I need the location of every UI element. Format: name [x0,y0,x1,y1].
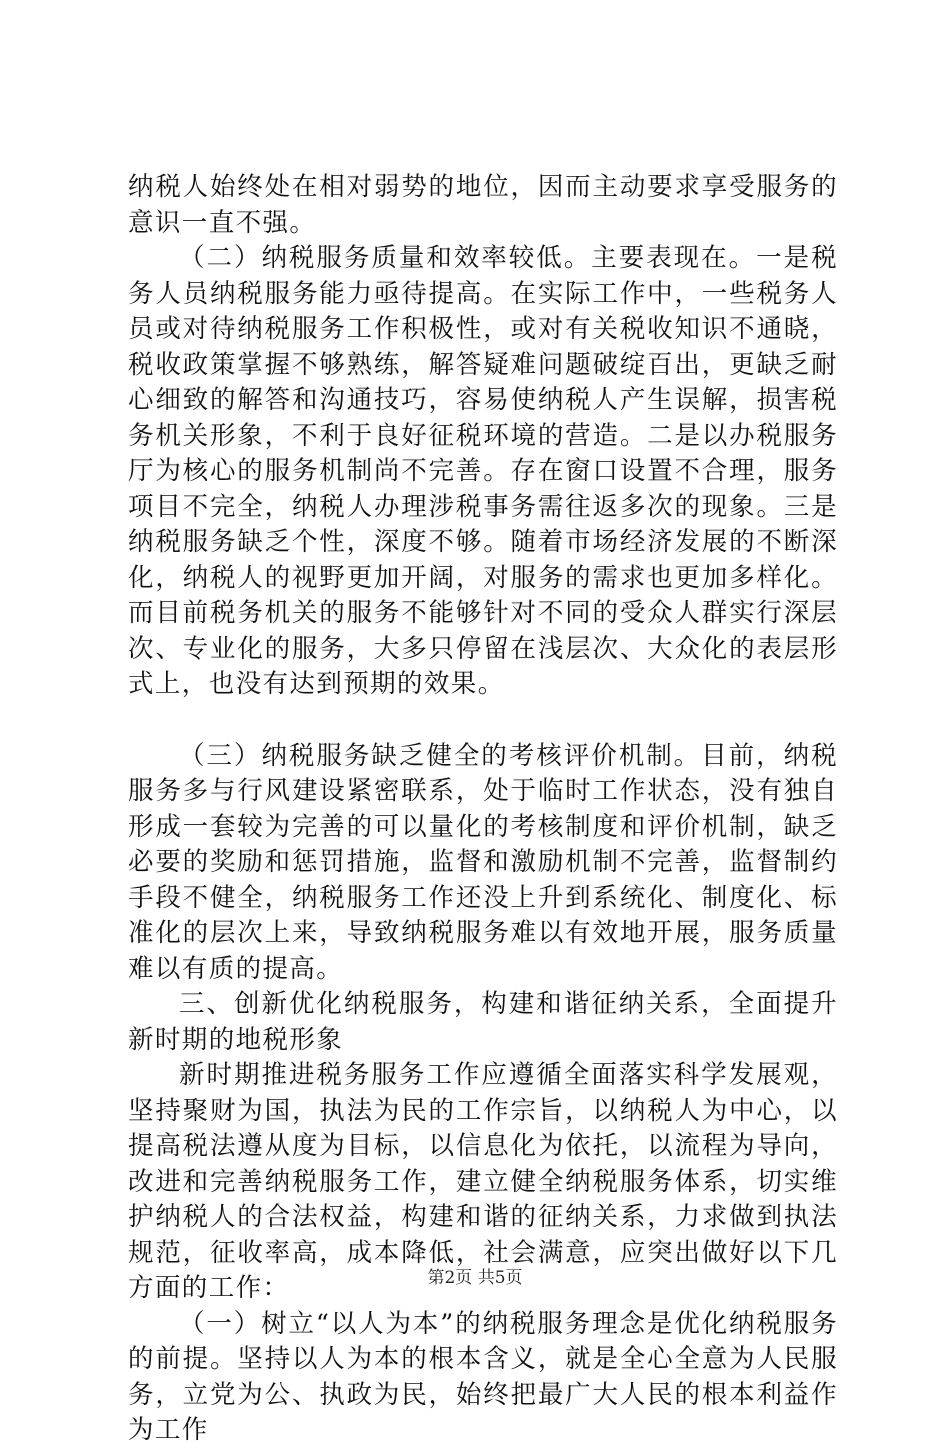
paragraph-section-2-3: （三）纳税服务缺乏健全的考核评价机制。目前，纳税服务多与行风建设紧密联系，处于临时工作状态，没有独自形成一套较为完善的可以量化的考核制度和评价机制，缺乏必要的奖励和惩罚措施，监督和激励机制不完善，监督制约手段不健全，纳税服务工作还没上升到系统化、制度化、标准化的层次上来，导致纳税服务难以有效地开展，服务质量难以有质的提高。 [128,740,838,984]
page-number-footer: 第2页 共5页 [427,1268,523,1288]
paragraph-section-3-1: （一）树立“以人为本”的纳税服务理念是优化纳税服务的前提。坚持以人为本的根本含义，就是全心全意为人民服务，立党为公、执政为民，始终把最广大人民的根本利益作为工作 [128,1308,838,1445]
section-heading-3: 三、创新优化纳税服务，构建和谐征纳关系，全面提升新时期的地税形象 [128,989,838,1055]
paragraph-section-3-intro: 新时期推进税务服务工作应遵循全面落实科学发展观，坚持聚财为国，执法为民的工作宗旨，以纳税人为中心，以提高税法遵从度为目标，以信息化为依托，以流程为导向，改进和完善纳税服务工作，建立健全纳税服务体系，切实维护纳税人的合法权益，构建和谐的征纳关系，力求做到执法规范，征收率高，成本降低，社会满意，应突出做好以下几方面的工作： [128,1060,838,1303]
paragraph-continuation: 纳税人始终处在相对弱势的地位，因而主动要求享受服务的意识一直不强。 [128,172,838,238]
document-body [128,170,838,1449]
paragraph-section-2-2: （二）纳税服务质量和效率较低。主要表现在。一是税务人员纳税服务能力亟待提高。在实际工作中，一些税务人员或对待纳税服务工作积极性，或对有关税收知识不通晓，税收政策掌握不够熟练，解答疑难问题破绽百出，更缺乏耐心细致的解答和沟通技巧，容易使纳税人产生误解，损害税务机关形象，不利于良好征税环境的营造。二是以办税服务厅为核心的服务机制尚不完善。存在窗口设置不合理，服务项目不完全，纳税人办理涉税事务需往返多次的现象。三是纳税服务缺乏个性，深度不够。随着市场经济发展的不断深化，纳税人的视野更加开阔，对服务的需求也更加多样化。而目前税务机关的服务不能够针对不同的受众人群实行深层次、专业化的服务，大多只停留在浅层次、大众化的表层形式上，也没有达到预期的效果。 [128,243,838,699]
